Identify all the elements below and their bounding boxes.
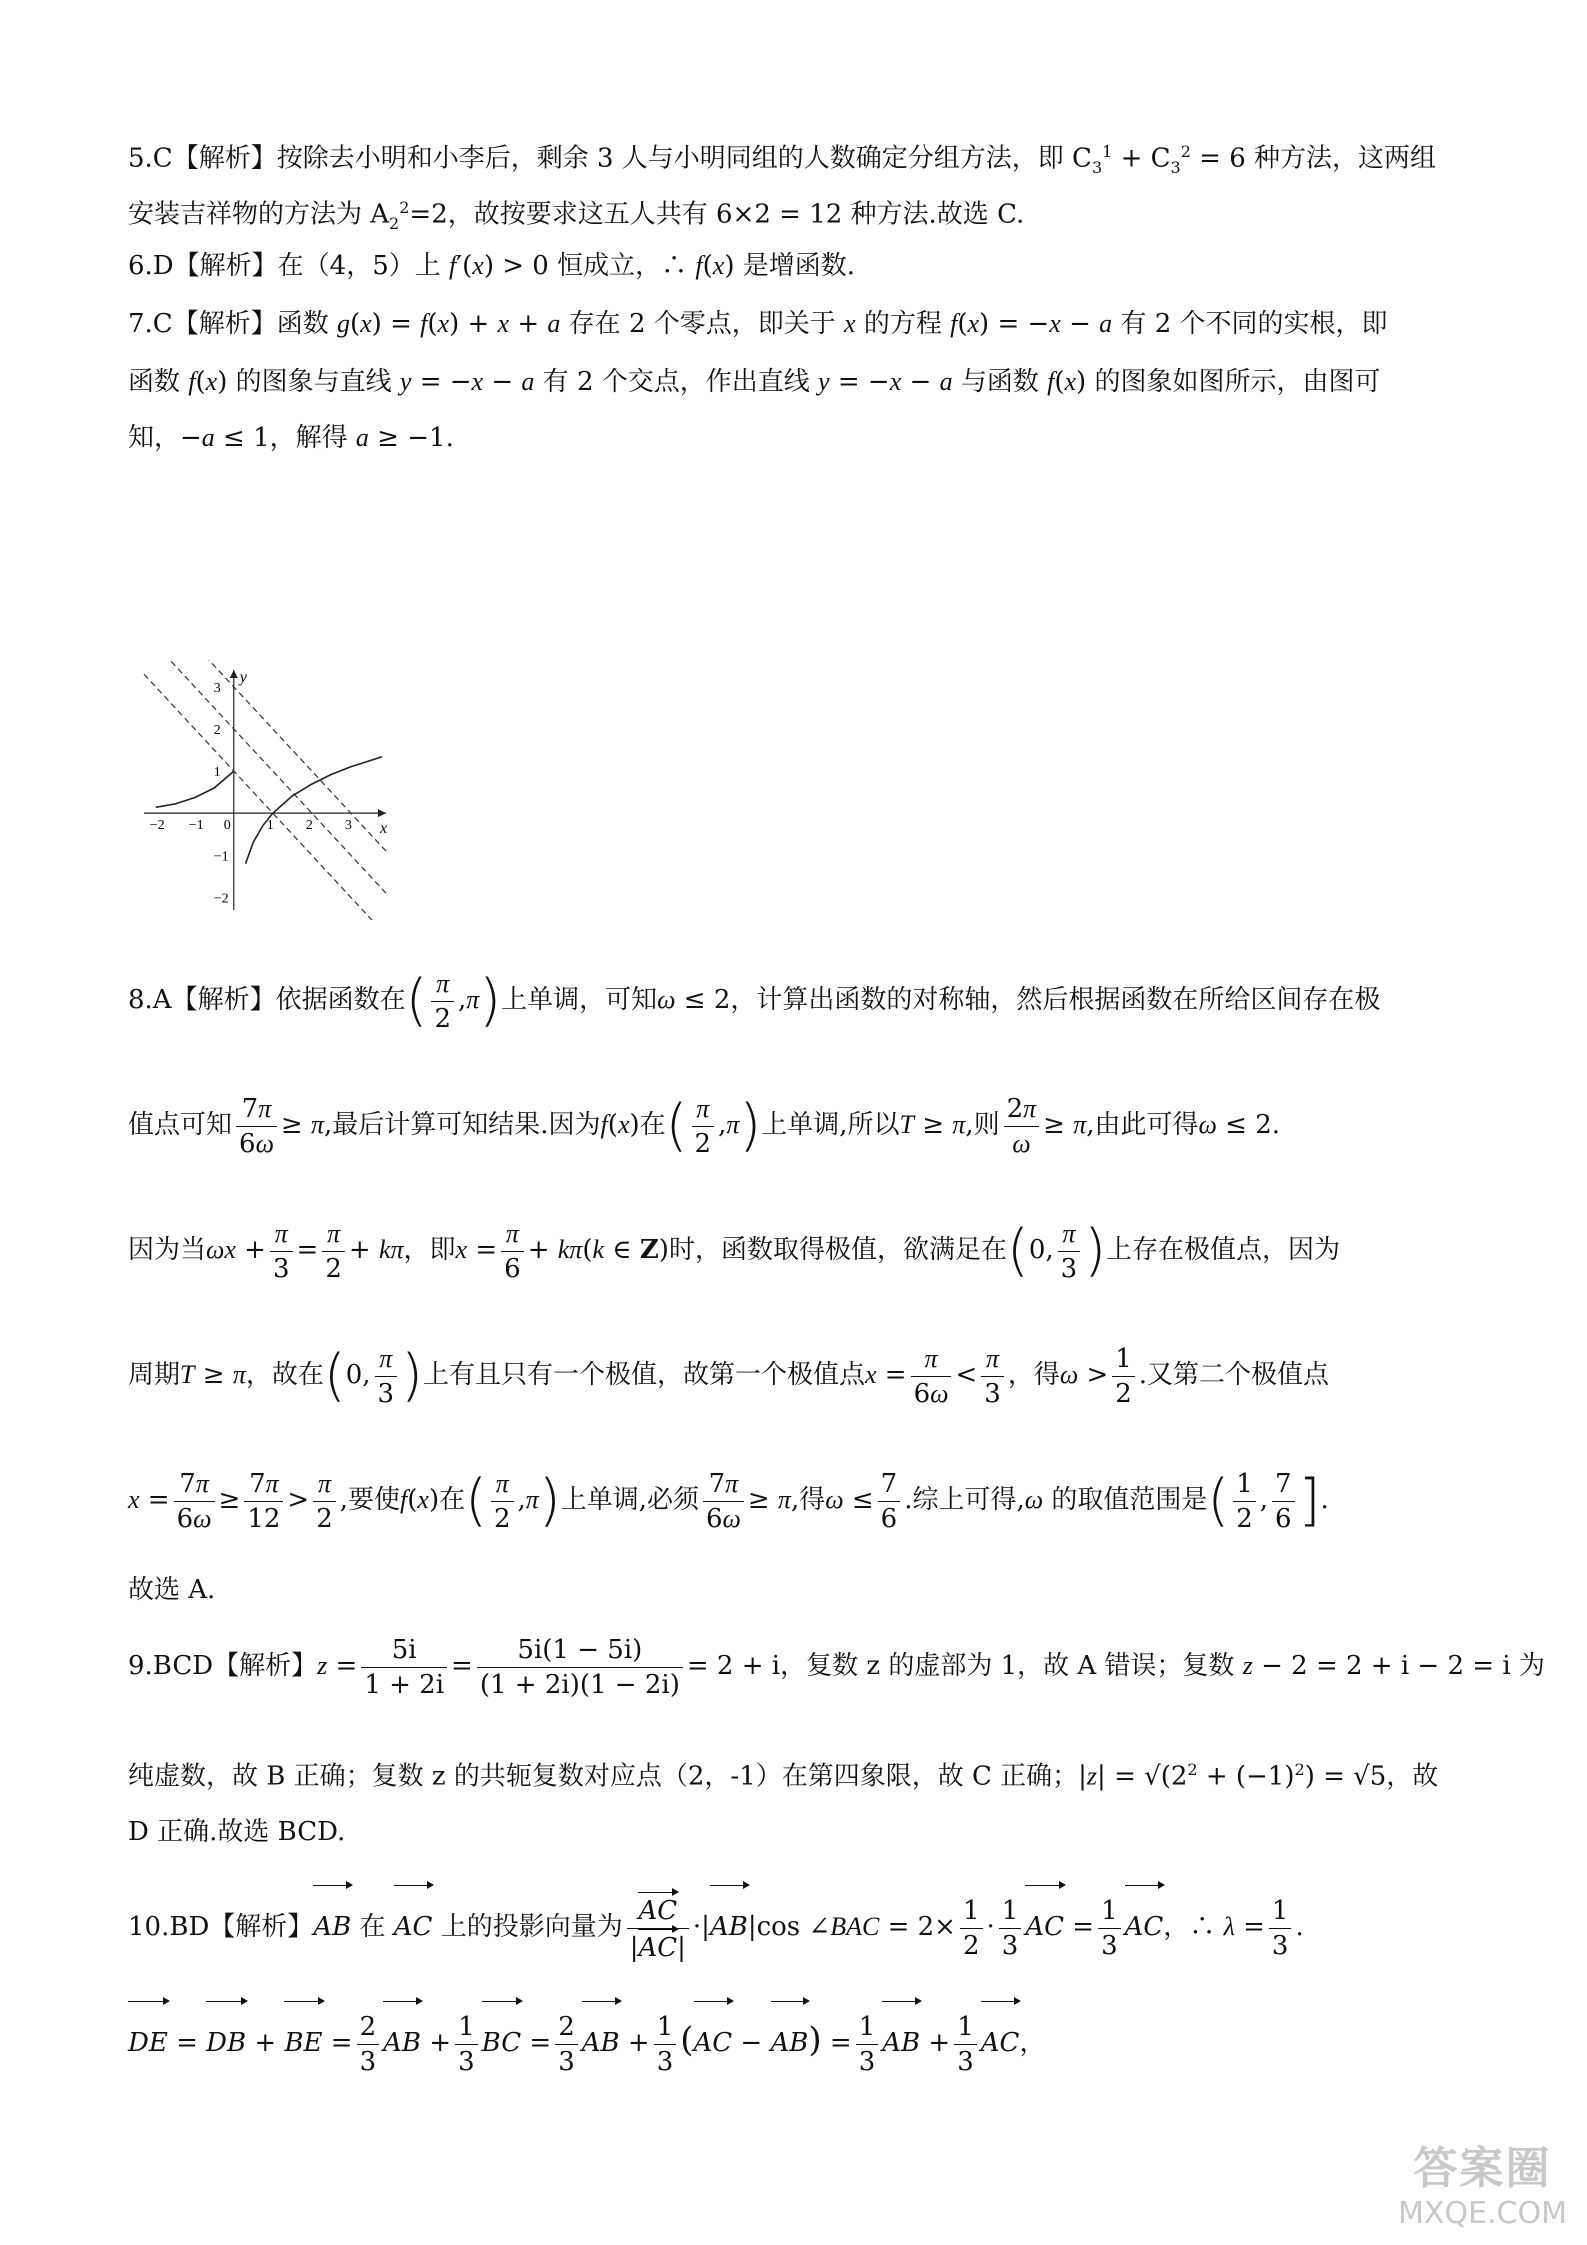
- q8-text-2f: ,由此可得: [1086, 1110, 1199, 1140]
- q8-text-1c: ，计算出函数的对称轴，然后根据函数在所给区间存在极: [730, 985, 1381, 1015]
- q8-text-4e: .又第二个极值点: [1138, 1360, 1330, 1390]
- q10-text-1b: 在: [359, 1912, 386, 1942]
- q8-text-4b: ，故在: [245, 1360, 324, 1390]
- x-tick-label: −2: [149, 818, 165, 834]
- q8-line-5: x = $\frac{7\pi}{6\omega}$ ≥ $\frac{7\pi}{12}$ > $\frac{\pi}{2}$ ,要使f(x)在( $\frac{\pi}{2}$ ,π)上单调,必须 $\frac{7\pi}{6\omega}$ ≥ π,得ω ≤ $\frac{7}{6}$ .综上可得,ω 的取值范围是( $\frac{1}{2}$ , $\frac{7}{6}$ ].: [128, 1468, 1329, 1534]
- q9-text-1b: ，复数 z 的虚部为 1，故 A 错误；复数: [780, 1651, 1235, 1681]
- x-tick-label: 2: [305, 818, 313, 834]
- y-axis-label: y: [239, 669, 247, 686]
- q9-text-2b: ，故: [1386, 1761, 1439, 1792]
- q8-text-4d: ，得: [1007, 1360, 1060, 1390]
- y-tick-label: 2: [213, 722, 221, 738]
- q8-text-5d: ,得: [790, 1485, 826, 1515]
- watermark-logo: [1398, 2132, 1567, 2231]
- q8-line-4: 周期T ≥ π，故在(0, $\frac{\pi}{3}$ )上有且只有一个极值，故第一个极值点x = $\frac{\pi}{6\omega}$ < $\frac{\pi}{3}$ ，得ω > $\frac{1}{2}$ .又第二个极值点: [128, 1343, 1330, 1409]
- q8-text-4a: 周期: [128, 1360, 181, 1390]
- tick-labels: [150, 681, 352, 907]
- q8-text-5c: 上单调,必须: [560, 1485, 699, 1515]
- q8-text-1b: 上单调，可知: [501, 985, 658, 1015]
- curve-2: [246, 757, 383, 864]
- q8-text-2e: ,则: [965, 1110, 1000, 1140]
- watermark-big: 答案圈: [1413, 2143, 1552, 2194]
- dashed-line-1: [144, 674, 386, 920]
- q7-line-3: 知，−a ≤ 1，解得 a ≥ −1.: [128, 423, 454, 453]
- q8-text-3a: 因为当: [128, 1235, 207, 1265]
- q8-text-1a: 8.A【解析】依据函数在: [128, 985, 406, 1015]
- q7-line-1: 7.C【解析】函数 g(x) = f(x) + x + a 存在 2 个零点，即关于 x 的方程 f(x) = −x − a 有 2 个不同的实根，即: [128, 309, 1388, 339]
- q8-line-2: 值点可知 $\frac{7\pi}{6\omega}$ ≥ π,最后计算可知结果.因为f(x)在( $\frac{\pi}{2}$ ,π)上单调,所以T ≥ π,则 $\frac{2\pi}{\omega}$ ≥ π,由此可得ω ≤ 2.: [128, 1093, 1280, 1159]
- q10-text-1a: 10.BD【解析】: [128, 1912, 314, 1942]
- q9-line-1: 9.BCD【解析】z = $\frac{5i}{1 + 2i}$ = $\frac{5i(1 - 5i)}{(1 + 2i)(1 - 2i)}$ = 2 + i，复数 z 的虚部为 1，故 A 错误；复数 z − 2 = 2 + i − 2 = i 为: [128, 1634, 1545, 1700]
- q9-text-2a: 纯虚数，故 B 正确；复数 z 的共轭复数对应点（2，-1）在第四象限，故 C 正确；: [128, 1761, 1079, 1792]
- q8-line-3: 因为当ωx + $\frac{\pi}{3}$ = $\frac{\pi}{2}$ + kπ，即x = $\frac{\pi}{6}$ + kπ(k ∈ Z)时，函数取得极值，欲满足在(0, $\frac{\pi}{3}$ )上存在极值点，因为: [128, 1218, 1341, 1284]
- x-tick-label: 3: [344, 818, 352, 834]
- q8-text-3b: ，即: [403, 1235, 456, 1265]
- q9-line-3: D 正确.故选 BCD.: [128, 1817, 346, 1847]
- curve-1: [156, 771, 234, 807]
- dashed-lines: [144, 660, 386, 920]
- x-tick-label: 0: [223, 818, 231, 834]
- q8-text-2a: 值点可知: [128, 1110, 233, 1140]
- x-axis-label: x: [380, 820, 388, 838]
- q8-text-4c: 上有且只有一个极值，故第一个极值点: [422, 1360, 865, 1390]
- q9-text-1a: 9.BCD【解析】: [128, 1651, 318, 1681]
- q6-line-1: 6.D【解析】在（4，5）上 f′(x) > 0 恒成立，∴ f(x) 是增函数.: [128, 251, 855, 281]
- y-tick-label: −1: [213, 849, 229, 865]
- q8-text-2b: ,最后计算可知结果.因为: [324, 1110, 601, 1140]
- y-tick-label: 1: [213, 765, 221, 781]
- axes: [144, 669, 387, 910]
- q8-text-2d: 上单调,所以: [761, 1110, 900, 1140]
- q10-text-2-end: ，: [1019, 2028, 1046, 2058]
- q10-text-1d: ，∴: [1163, 1912, 1216, 1942]
- q10-line-1: 10.BD【解析】AB 在 AC 上的投影向量为 $\frac{AC}{|AC|}$ ·|AB|cos ∠BAC = 2× $\frac{1}{2}$ · $\frac{1}{3}$ AC = $\frac{1}{3}$ AC，∴ λ = $\frac{1}{3}$ .: [128, 1885, 1304, 1967]
- q8-text-5e: .综上可得,: [904, 1485, 1025, 1515]
- q8-text-5a: ,要使: [339, 1485, 401, 1515]
- q8-text-5f: 的取值范围是: [1051, 1485, 1208, 1515]
- q10-text-1c: 上的投影向量为: [440, 1912, 623, 1942]
- dashed-line-2: [144, 660, 386, 893]
- watermark-small: MXQE.COM: [1398, 2196, 1567, 2231]
- q5-line-2: 安装吉祥物的方法为 $A_2^2=2$，故按要求这五人共有 6×2 = 12 种方法.故选 C.: [128, 198, 1025, 233]
- y-axis-arrow: [230, 670, 238, 678]
- y-tick-label: 3: [213, 680, 221, 696]
- q8-text-3d: 上存在极值点，因为: [1106, 1235, 1341, 1265]
- y-tick-label: −2: [213, 891, 229, 907]
- q8-line-6: 故选 A.: [128, 1575, 216, 1605]
- q8-line-1: 8.A【解析】依据函数在( $\frac{\pi}{2}$ ,π)上单调，可知ω ≤ 2，计算出函数的对称轴，然后根据函数在所给区间存在极: [128, 968, 1381, 1034]
- x-tick-label: 1: [266, 818, 274, 834]
- q9-text-1c: 为: [1518, 1651, 1545, 1681]
- function-graph: [130, 660, 400, 920]
- q5-line-1: 5.C【解析】按除去小明和小李后，剩余 3 人与小明同组的人数确定分组方法，即 $C_3^1 + C_3^2 = 6$ 种方法，这两组: [128, 142, 1437, 177]
- q9-line-2: 纯虚数，故 B 正确；复数 z 的共轭复数对应点（2，-1）在第四象限，故 C 正确；$|z| = √(2^2 + (-1)^2) = √5$，故: [128, 1760, 1439, 1792]
- q8-text-3c: 时，函数取得极值，欲满足在: [668, 1235, 1007, 1265]
- q8-text-5b: 在: [439, 1485, 466, 1515]
- q8-text-2c: 在: [639, 1110, 666, 1140]
- q10-line-2: DE = DB + BE = $\frac{2}{3}$ AB + $\frac{1}{3}$ BC = $\frac{2}{3}$ AB + $\frac{1}{3}$ (AC − AB) = $\frac{1}{3}$ AB + $\frac{1}{3}$ AC，: [128, 2000, 1045, 2083]
- x-tick-label: −1: [188, 818, 204, 834]
- x-axis-arrow: [378, 809, 386, 817]
- q7-line-2: 函数 f(x) 的图象与直线 y = −x − a 有 2 个交点，作出直线 y = −x − a 与函数 f(x) 的图象如图所示，由图可: [128, 367, 1381, 397]
